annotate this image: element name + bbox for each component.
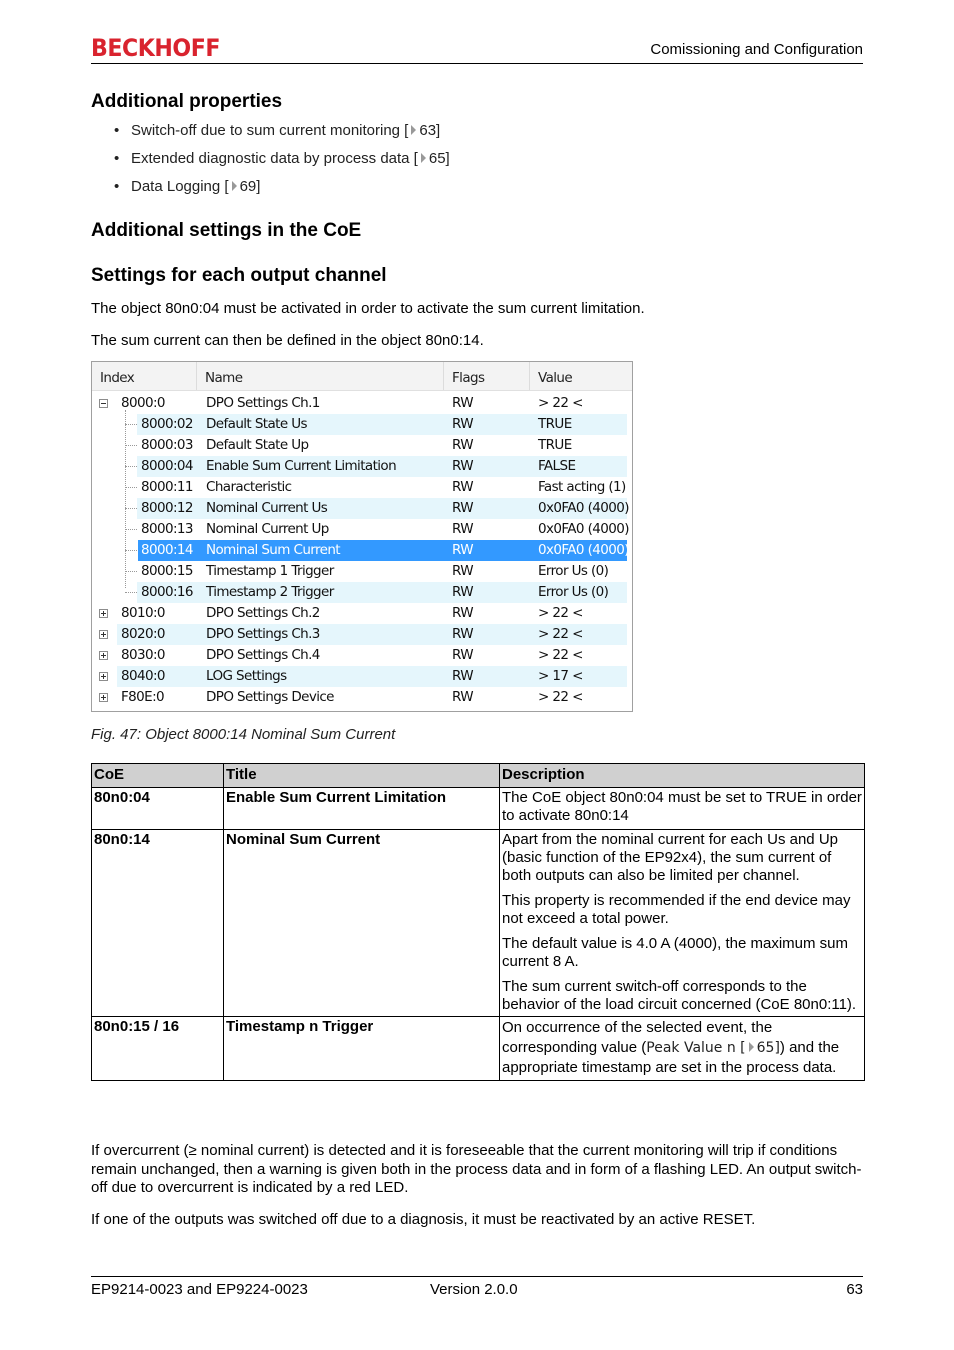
cell-flags: RW — [452, 605, 473, 621]
cell-flags: RW — [452, 458, 473, 474]
tree-row[interactable] — [92, 414, 632, 435]
expand-icon[interactable] — [99, 609, 108, 618]
expand-icon[interactable] — [99, 672, 108, 681]
tree-row[interactable] — [92, 645, 632, 666]
page-link[interactable]: 65] — [428, 150, 450, 167]
cell-flags: RW — [452, 626, 473, 642]
cell-value: TRUE — [538, 416, 572, 432]
heading-coe-settings: Additional settings in the CoE — [91, 220, 362, 241]
tree-row[interactable] — [92, 456, 632, 477]
link-arrow-icon[interactable] — [232, 181, 237, 191]
cell-index: 8000:0 — [121, 395, 165, 411]
tree-connector — [125, 424, 137, 425]
column-header-value[interactable]: Value — [538, 370, 573, 386]
cell-flags: RW — [452, 521, 473, 537]
cell-flags: RW — [452, 542, 473, 558]
tree-row[interactable] — [92, 687, 632, 708]
cell-name: Nominal Current Us — [206, 500, 328, 516]
tree-connector — [125, 571, 137, 572]
cell-value: > 22 < — [538, 626, 583, 642]
tree-connector — [125, 508, 137, 509]
cell-value: > 22 < — [538, 395, 583, 411]
tree-connector — [125, 592, 137, 593]
cell-coe: 80n0:04 — [92, 788, 224, 830]
cell-value: 0x0FA0 (4000) — [538, 500, 629, 516]
heading-output-channel: Settings for each output channel — [91, 265, 387, 286]
tree-row[interactable] — [92, 582, 632, 603]
cell-title: Nominal Sum Current — [224, 830, 500, 1017]
paragraph-reset: If one of the outputs was switched off due to a diagnosis, it must be reactivated by an active RESET. — [91, 1211, 756, 1228]
cell-flags: RW — [452, 500, 473, 516]
object-tree — [92, 393, 632, 708]
cell-coe: 80n0:15 / 16 — [92, 1017, 224, 1081]
link-arrow-icon[interactable] — [421, 153, 426, 163]
cell-index: 8040:0 — [121, 668, 165, 684]
column-header-index[interactable]: Index — [92, 362, 197, 390]
table-header-row — [92, 764, 865, 788]
cell-flags: RW — [452, 668, 473, 684]
cell-index: 8010:0 — [121, 605, 165, 621]
cell-flags: RW — [452, 689, 473, 705]
section-title: Comissioning and Configuration — [650, 41, 863, 58]
paragraph-define: The sum current can then be defined in the object 80n0:14. — [91, 332, 484, 349]
page-link[interactable]: 63] — [419, 122, 441, 139]
cell-index: 8000:02 — [141, 416, 193, 432]
cell-value: 0x0FA0 (4000) — [538, 521, 629, 537]
list-item: • Data Logging [ 69] — [114, 178, 450, 206]
cell-index: 8000:13 — [141, 521, 193, 537]
tree-connector — [125, 466, 137, 467]
cell-flags: RW — [452, 416, 473, 432]
footer-rule — [91, 1276, 863, 1277]
cell-name: DPO Settings Device — [206, 689, 334, 705]
cell-name: Timestamp 1 Trigger — [206, 563, 334, 579]
tree-row[interactable] — [92, 666, 632, 687]
header-rule — [91, 63, 863, 64]
paragraph-overcurrent: If overcurrent (≥ nominal current) is detected and it is foreseeable that the current monitoring will trip if conditions remain unchanged, then a warning is given both in the process data and in form of a flashing LED. An output switch-off due to overcurrent is indicated by a red LED. — [91, 1142, 862, 1196]
cell-name: LOG Settings — [206, 668, 287, 684]
cell-value: Fast acting (1) — [538, 479, 626, 495]
tree-row-selected[interactable] — [92, 540, 632, 561]
cell-index: 8000:16 — [141, 584, 193, 600]
footer-product: EP9214-0023 and EP9224-0023 — [91, 1281, 308, 1298]
paragraph-activate: The object 80n0:04 must be activated in order to activate the sum current limitation. — [91, 300, 645, 317]
tree-row[interactable] — [92, 519, 632, 540]
cell-name: Nominal Sum Current — [206, 542, 341, 558]
cell-description: On occurrence of the selected event, the corresponding value (Peak Value n [ 65]) and the appropriate timestamp are set in the process data. — [500, 1017, 865, 1081]
cell-name: DPO Settings Ch.1 — [206, 395, 320, 411]
tree-row[interactable] — [92, 393, 632, 414]
figure-caption: Fig. 47: Object 8000:14 Nominal Sum Current — [91, 726, 396, 743]
coe-description-table — [91, 763, 865, 1081]
cell-name: Default State Us — [206, 416, 307, 432]
heading-additional-properties: Additional properties — [91, 91, 283, 112]
tree-row[interactable] — [92, 498, 632, 519]
page-link[interactable]: 65] — [756, 1039, 780, 1056]
cell-name: Default State Up — [206, 437, 309, 453]
cell-value: > 22 < — [538, 689, 583, 705]
cell-value: > 22 < — [538, 647, 583, 663]
cell-title: Timestamp n Trigger — [224, 1017, 500, 1081]
coe-object-screenshot — [91, 361, 633, 712]
cell-flags: RW — [452, 437, 473, 453]
page-link[interactable]: 69] — [239, 178, 261, 195]
cell-index: 8000:15 — [141, 563, 193, 579]
list-item: • Extended diagnostic data by process data [ 65] — [114, 150, 450, 178]
cell-index: 8000:14 — [141, 542, 193, 558]
column-header-row — [92, 362, 632, 391]
cell-index: 8000:03 — [141, 437, 193, 453]
expand-icon[interactable] — [99, 693, 108, 702]
header-description: Description — [500, 764, 865, 788]
list-item: • Switch-off due to sum current monitoring [ 63] — [114, 122, 450, 150]
expand-icon[interactable] — [99, 651, 108, 660]
footer-page-number: 63 — [846, 1281, 863, 1298]
peak-value-link[interactable]: Peak Value n [ — [646, 1039, 746, 1056]
cell-flags: RW — [452, 563, 473, 579]
cell-name: Nominal Current Up — [206, 521, 329, 537]
cell-name: DPO Settings Ch.3 — [206, 626, 320, 642]
table-row — [92, 830, 865, 1017]
table-row — [92, 1017, 865, 1081]
footer-version: Version 2.0.0 — [430, 1281, 518, 1298]
cell-value: FALSE — [538, 458, 576, 474]
cell-index: 8030:0 — [121, 647, 165, 663]
cell-index: F80E:0 — [121, 689, 165, 705]
link-arrow-icon[interactable] — [411, 125, 416, 135]
cell-index: 8000:12 — [141, 500, 193, 516]
column-header-flags[interactable]: Flags — [444, 362, 530, 390]
cell-value: > 22 < — [538, 605, 583, 621]
cell-index: 8000:04 — [141, 458, 193, 474]
expand-icon[interactable] — [99, 630, 108, 639]
cell-flags: RW — [452, 479, 473, 495]
table-row — [92, 788, 865, 830]
cell-flags: RW — [452, 584, 473, 600]
cell-coe: 80n0:14 — [92, 830, 224, 1017]
tree-connector — [125, 529, 137, 530]
header-title: Title — [224, 764, 500, 788]
cell-index: 8020:0 — [121, 626, 165, 642]
cell-description: Apart from the nominal current for each Us and Up (basic function of the EP92x4), the sum current of both outputs can also be limited per channel. This property is recommended if the end device may not exceed a total power. The default value is 4.0 A (4000), the maximum sum current 8 A. The sum current switch-off corresponds to the behavior of the load circuit concerned (CoE 80n0:11). — [500, 830, 865, 1017]
cell-name: DPO Settings Ch.4 — [206, 647, 320, 663]
cell-flags: RW — [452, 395, 473, 411]
tree-row[interactable] — [92, 561, 632, 582]
properties-list — [114, 122, 450, 206]
tree-row[interactable] — [92, 603, 632, 624]
cell-value: 0x0FA0 (4000) — [538, 542, 629, 558]
cell-value: > 17 < — [538, 668, 583, 684]
cell-index: 8000:11 — [141, 479, 193, 495]
cell-value: Error Us (0) — [538, 563, 609, 579]
column-header-name[interactable]: Name — [197, 362, 444, 390]
tree-connector — [125, 445, 137, 446]
tree-row[interactable] — [92, 624, 632, 645]
tree-row[interactable] — [92, 435, 632, 456]
cell-description: The CoE object 80n0:04 must be set to TRUE in order to activate 80n0:14 — [500, 788, 865, 830]
cell-name: Enable Sum Current Limitation — [206, 458, 397, 474]
header-coe: CoE — [92, 764, 224, 788]
cell-name: Characteristic — [206, 479, 292, 495]
beckhoff-logo: BECKHOFF — [91, 34, 220, 62]
tree-row[interactable] — [92, 477, 632, 498]
cell-title: Enable Sum Current Limitation — [224, 788, 500, 830]
collapse-icon[interactable] — [99, 399, 108, 408]
cell-name: DPO Settings Ch.2 — [206, 605, 320, 621]
cell-flags: RW — [452, 647, 473, 663]
cell-name: Timestamp 2 Trigger — [206, 584, 334, 600]
link-arrow-icon[interactable] — [749, 1042, 754, 1052]
cell-value: Error Us (0) — [538, 584, 609, 600]
cell-value: TRUE — [538, 437, 572, 453]
tree-connector — [125, 550, 137, 551]
tree-connector — [125, 487, 137, 488]
